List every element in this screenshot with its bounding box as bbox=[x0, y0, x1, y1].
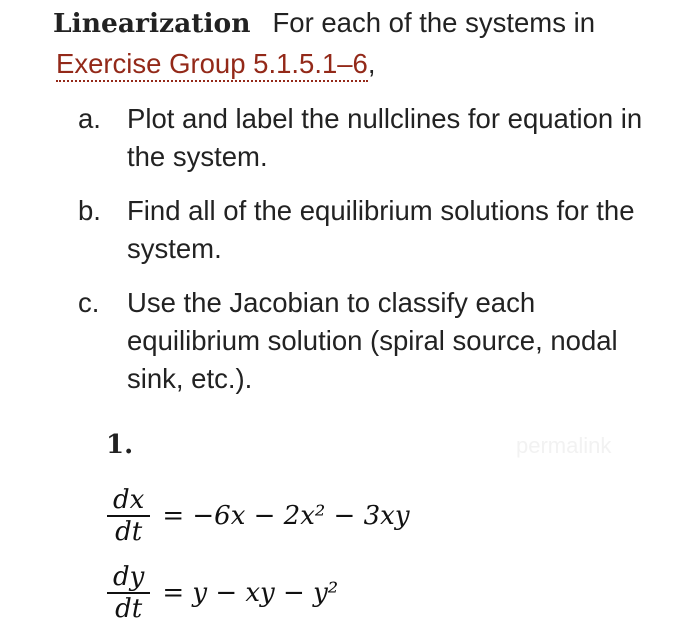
exercise-group-link[interactable]: Exercise Group 5.1.5.1–6 bbox=[56, 48, 368, 82]
task-letter: a. bbox=[78, 103, 101, 134]
derivative-fraction bbox=[107, 562, 150, 624]
heading-title: Linearization bbox=[53, 8, 251, 39]
equation-rhs: = y − xy − y² bbox=[162, 578, 339, 608]
task-item-b bbox=[0, 192, 647, 268]
task-text: Find all of the equilibrium solutions for the system. bbox=[127, 195, 635, 264]
exercise-group-reference bbox=[56, 45, 376, 83]
derivative-fraction bbox=[107, 485, 150, 547]
task-letter: c. bbox=[78, 287, 100, 318]
task-list bbox=[0, 100, 700, 414]
permalink-link[interactable]: permalink bbox=[516, 433, 612, 458]
xref-trailing-comma: , bbox=[367, 48, 376, 79]
heading bbox=[53, 1, 683, 45]
task-letter: b. bbox=[78, 195, 101, 226]
problem-number: 1. bbox=[106, 430, 134, 460]
task-text: Use the Jacobian to classify each equilibrium solution (spiral source, nodal sink, etc.). bbox=[127, 287, 618, 394]
fraction-denominator: dt bbox=[115, 594, 143, 624]
equation-dy bbox=[107, 562, 338, 624]
task-item-c bbox=[0, 284, 647, 398]
fraction-numerator: dy bbox=[113, 562, 145, 592]
fraction-denominator: dt bbox=[115, 517, 143, 547]
equation-rhs: = −6x − 2x² − 3xy bbox=[162, 501, 410, 531]
heading-intro: For each of the systems in bbox=[272, 7, 595, 38]
fraction-numerator: dx bbox=[113, 485, 145, 515]
equation-dx bbox=[107, 485, 410, 547]
task-item-a bbox=[0, 100, 647, 176]
task-text: Plot and label the nullclines for equation in the system. bbox=[127, 103, 643, 172]
